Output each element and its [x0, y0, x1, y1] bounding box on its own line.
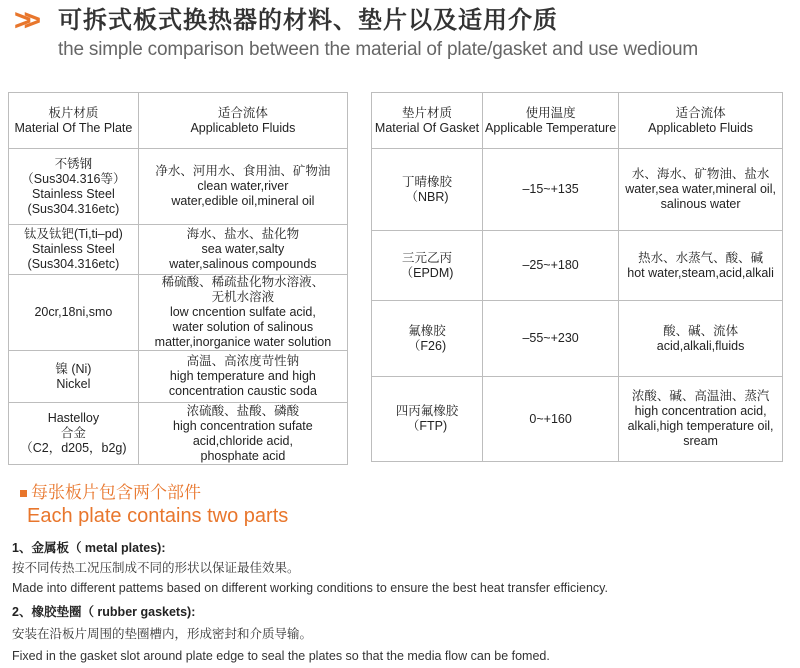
gasket-fluids-cell: [619, 377, 783, 462]
gasket-header-cell-line: 适合流体: [675, 105, 726, 120]
gasket-fluids-cell: [619, 301, 783, 377]
plate-fluids-cell: [138, 225, 347, 275]
item2-description-en: Fixed in the gasket slot around plate edge to seal the plates so that the media flow can be fomed.: [12, 649, 550, 663]
gasket-header-cell: [372, 93, 483, 149]
plate-material-cell-line: 合金: [60, 426, 86, 440]
plate-material-cell-line: Stainless Steel: [32, 242, 115, 256]
gasket-fluids-cell: [619, 149, 783, 231]
item2-description-zh: 安装在沿板片周围的垫圈槽内，形成密封和介质导输。: [12, 627, 313, 641]
plate-material-cell-line: (Sus304.316etc): [27, 257, 120, 271]
gasket-fluids-cell-line: alkali,high temperature oil,: [627, 419, 774, 433]
plate-fluids-cell-line: 净水、河用水、食用油、矿物油: [155, 164, 331, 178]
gasket-table-body: [372, 149, 783, 462]
plate-material-cell-line: Stainless Steel: [32, 186, 115, 201]
plate-fluids-cell: [138, 275, 347, 351]
plate-material-cell-line: Nickel: [56, 376, 91, 391]
gasket-material-cell-line: （F26): [407, 338, 447, 353]
plate-table-row: [9, 275, 348, 351]
plate-fluids-cell-line: water,salinous compounds: [169, 257, 317, 271]
gasket-table-row: [372, 149, 783, 231]
plate-material-cell: [9, 403, 139, 465]
page-title-zh: 可拆式板式换热器的材料、垫片以及适用介质: [58, 7, 558, 34]
gasket-table-row: [372, 377, 783, 462]
parts-title-en: Each plate contains two parts: [27, 505, 289, 527]
plate-fluids-cell-line: high concentration sufate: [173, 418, 313, 433]
gasket-header-cell-line: Applicable Temperature: [485, 120, 617, 135]
gasket-header-cell-line: 使用温度: [525, 105, 576, 120]
gasket-table-row: [372, 231, 783, 301]
item1-description-en: Made into different pattems based on different working conditions to ensure the best heat transfer efficiency.: [12, 581, 608, 595]
gasket-material-cell: [372, 149, 483, 231]
gasket-header-cell: [483, 93, 619, 149]
plate-table-row: [9, 351, 348, 403]
gasket-material-cell-line: 丁晴橡胶: [402, 174, 453, 189]
plate-material-cell: [9, 351, 139, 403]
plate-fluids-cell-line: phosphate acid: [200, 448, 286, 463]
plate-fluids-cell-line: 海水、盐水、盐化物: [186, 227, 300, 241]
plate-table-row: [9, 403, 348, 465]
plate-fluids-cell-line: water solution of salinous: [172, 320, 314, 334]
gasket-header-cell-line: Applicableto Fluids: [648, 120, 754, 135]
plate-header-cell: [9, 93, 139, 149]
gasket-material-cell: [372, 301, 483, 377]
gasket-fluids-cell-line: acid,alkali,fluids: [656, 338, 745, 353]
gasket-fluids-cell-line: sream: [683, 434, 718, 448]
plate-fluids-cell-line: 高温、高浓度苛性钠: [186, 354, 300, 368]
plate-header-cell-line: Material Of The Plate: [14, 120, 133, 135]
gasket-material-cell-line: 氟橡胶: [408, 323, 446, 338]
plate-material-cell-line: 镍 (Ni): [55, 361, 92, 376]
plate-material-cell-line: Hastelloy: [47, 411, 100, 425]
parts-section-title: [20, 482, 780, 528]
gasket-fluids-cell-line: salinous water: [660, 197, 741, 211]
plate-material-table: [8, 92, 348, 465]
plate-fluids-cell-line: acid,chloride acid,: [192, 433, 293, 448]
gasket-header-cell-line: Material Of Gasket: [374, 120, 480, 135]
gasket-material-cell-line: （FTP): [406, 419, 448, 433]
plate-fluids-cell-line: low cncention sulfate acid,: [169, 305, 316, 319]
gasket-material-cell: [372, 231, 483, 301]
plate-table-body: [9, 149, 348, 465]
gasket-material-table: [371, 92, 783, 462]
gasket-fluids-cell-line: water,sea water,mineral oil,: [625, 182, 776, 196]
gasket-temperature-cell: 0~+160: [483, 377, 619, 462]
gasket-fluids-cell-line: 水、海水、矿物油、盐水: [631, 167, 770, 181]
plate-material-cell-line: （C2，d205，b2g): [20, 441, 127, 455]
plate-material-cell: [9, 225, 139, 275]
gasket-fluids-cell-line: 热水、水蒸气、酸、碱: [638, 250, 764, 265]
gasket-fluids-cell-line: 酸、碱、流体: [663, 323, 739, 338]
gasket-header-cell-line: 垫片材质: [402, 105, 453, 120]
plate-header-cell-line: 板片材质: [48, 105, 99, 120]
plate-fluids-cell-line: 浓硫酸、盐酸、磷酸: [186, 403, 300, 418]
plate-fluids-cell-line: water,edible oil,mineral oil: [171, 194, 315, 208]
plate-fluids-cell: [138, 351, 347, 403]
plate-fluids-cell-line: high temperature and high: [169, 369, 316, 383]
plate-material-cell-line: (Sus304.316etc): [27, 201, 120, 216]
plate-fluids-cell-line: sea water,salty: [201, 242, 285, 256]
gasket-table-row: [372, 301, 783, 377]
gasket-fluids-cell-line: high concentration acid,: [634, 404, 767, 418]
gasket-table-header: [372, 93, 783, 149]
gasket-material-cell-line: （NBR): [405, 189, 449, 204]
gasket-material-cell-line: （EPDM): [400, 265, 454, 280]
gasket-material-cell-line: 四丙氟橡胶: [395, 404, 459, 418]
plate-fluids-cell: [138, 403, 347, 465]
plate-fluids-cell-line: clean water,river: [197, 179, 289, 193]
plate-table-row: [9, 149, 348, 225]
plate-fluids-cell-line: 稀硫酸、稀疏盐化物水溶液、: [161, 275, 325, 289]
item1-description-zh: 按不同传热工况压制成不同的形状以保证最佳效果。: [12, 561, 300, 575]
bullet-square-icon: [20, 490, 27, 497]
gasket-material-cell-line: 三元乙丙: [402, 250, 453, 265]
double-chevron-right-icon: >>: [14, 4, 34, 37]
plate-material-cell-line: 20cr,18ni,smo: [34, 305, 113, 319]
plate-material-cell-line: （Sus304.316等）: [21, 171, 126, 186]
plate-header-cell: [138, 93, 347, 149]
item1-heading: 1、金属板（ metal plates):: [12, 541, 166, 555]
parts-title-zh: [20, 482, 780, 504]
parts-title-zh-text: 每张板片包含两个部件: [31, 483, 201, 502]
gasket-header-cell: [619, 93, 783, 149]
plate-material-cell-line: 不锈钢: [54, 156, 93, 171]
plate-table-row: [9, 225, 348, 275]
gasket-fluids-cell-line: 浓酸、碱、高温油、蒸汽: [631, 389, 770, 403]
gasket-temperature-cell: –15~+135: [483, 149, 619, 231]
plate-fluids-cell: [138, 149, 347, 225]
page-header: [0, 0, 800, 80]
gasket-fluids-cell-line: hot water,steam,acid,alkali: [627, 265, 774, 280]
gasket-temperature-cell: –25~+180: [483, 231, 619, 301]
plate-fluids-cell-line: matter,inorganice water solution: [154, 335, 332, 349]
page-title-en: the simple comparison between the material of plate/gasket and use wedioum: [58, 39, 699, 60]
plate-table-header: [9, 93, 348, 149]
plate-fluids-cell-line: concentration caustic soda: [168, 384, 317, 398]
gasket-fluids-cell: [619, 231, 783, 301]
plate-material-cell: [9, 149, 139, 225]
plate-material-cell-line: 钛及钛钯(Ti,ti–pd): [23, 227, 123, 241]
item2-heading: 2、橡胶垫圈（ rubber gaskets):: [12, 605, 196, 619]
gasket-temperature-cell: –55~+230: [483, 301, 619, 377]
gasket-material-cell: [372, 377, 483, 462]
plate-header-cell-line: 适合流体: [217, 105, 268, 120]
plate-material-cell: [9, 275, 139, 351]
plate-fluids-cell-line: 无机水溶液: [211, 290, 275, 304]
plate-header-cell-line: Applicableto Fluids: [190, 120, 296, 135]
